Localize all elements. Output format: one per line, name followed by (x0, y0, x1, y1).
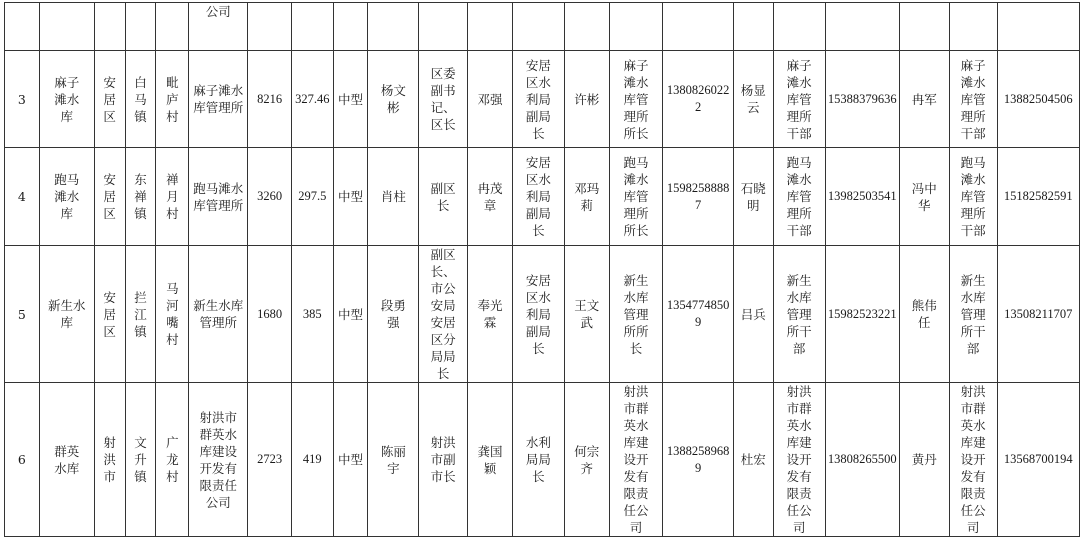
cell-tech-title (512, 51, 564, 148)
cell-reservoir-name (39, 148, 94, 246)
table-row-partial (5, 3, 1080, 51)
cell-text: 新生水库 (47, 298, 86, 330)
cell-text: 射洪市 (103, 435, 116, 484)
cell-empty (125, 3, 156, 51)
cell-text: 奉光霖 (477, 298, 503, 330)
cell-patrol-phone: 13808260222 (663, 51, 733, 148)
cell-district (94, 383, 125, 537)
cell-empty (39, 3, 94, 51)
cell-town (125, 148, 156, 246)
cell-owner-unit (189, 383, 248, 537)
cell-text: 麻子滩水库管理所所长 (623, 57, 649, 141)
cell-text: 马河嘴村 (166, 281, 179, 347)
cell-village (156, 148, 189, 246)
cell-text: 安居区 (103, 172, 116, 221)
cell-empty (94, 3, 125, 51)
cell-text: 副区长 (430, 180, 456, 213)
cell-empty (291, 3, 333, 51)
cell-admin-name (368, 148, 419, 246)
cell-patrol-title (609, 51, 663, 148)
cell-tech-name (468, 246, 513, 383)
cell-text: 麻子滩水库 (54, 74, 80, 124)
cell-empty (733, 3, 773, 51)
cell-patrol-name (564, 51, 609, 148)
cell-text: 冯中华 (911, 180, 937, 213)
cell-row-number: 4 (5, 148, 40, 246)
cell-manager-phone: 13808265500 (825, 383, 899, 537)
cell-manager-name (733, 148, 773, 246)
cell-text: 许彬 (574, 91, 600, 107)
cell-patrol-title (609, 383, 663, 537)
cell-town (125, 383, 156, 537)
cell-text: 射洪市副市长 (430, 435, 456, 484)
cell-text: 射洪市群英水库建设开发有限责任公司 (623, 384, 649, 535)
cell-text: 跑马滩水库 (54, 172, 80, 221)
cell-text: 何宗齐 (574, 443, 600, 476)
cell-text: 麻子滩水库管理所 (193, 83, 244, 115)
cell-manager-name (733, 246, 773, 383)
cell-empty (419, 3, 468, 51)
cell-empty (949, 3, 997, 51)
cell-duty-name (899, 246, 949, 383)
cell-manager-title (773, 148, 825, 246)
cell-admin-name (368, 383, 419, 537)
cell-duty-name (899, 148, 949, 246)
cell-manager-title (773, 383, 825, 537)
cell-duty-phone: 13508211707 (997, 246, 1079, 383)
cell-text: 安居区水利局副局长 (525, 272, 551, 356)
cell-total-capacity: 327.46 (291, 51, 333, 148)
cell-text: 区委副书记、区长 (430, 66, 456, 132)
cell-duty-title (949, 51, 997, 148)
cell-text: 麻子滩水库管理所干部 (786, 57, 812, 141)
cell-duty-phone: 13568700194 (997, 383, 1079, 537)
cell-text: 王文武 (574, 298, 600, 330)
table-row (5, 51, 1080, 148)
cell-tech-title (512, 383, 564, 537)
cell-text: 东禅镇 (134, 172, 147, 221)
cell-empty (468, 3, 513, 51)
cell-owner-unit (189, 148, 248, 246)
cell-empty (248, 3, 292, 51)
cell-row-number: 5 (5, 246, 40, 383)
cell-duty-phone: 15182582591 (997, 148, 1079, 246)
cell-text: 肖柱 (380, 189, 406, 204)
cell-duty-title (949, 383, 997, 537)
cell-manager-name (733, 51, 773, 148)
cell-empty (156, 3, 189, 51)
cell-patrol-phone: 13547748509 (663, 246, 733, 383)
cell-admin-name (368, 246, 419, 383)
cell-text: 黄丹 (911, 452, 937, 467)
cell-empty (5, 3, 40, 51)
cell-village (156, 51, 189, 148)
cell-manager-name (733, 383, 773, 537)
cell-text: 麻子滩水库管理所干部 (960, 57, 986, 141)
cell-reservoir-name (39, 246, 94, 383)
cell-scale: 中型 (333, 51, 368, 148)
cell-text: 安居区 (103, 289, 116, 339)
cell-scale: 中型 (333, 148, 368, 246)
cell-empty (368, 3, 419, 51)
cell-town (125, 51, 156, 148)
cell-text: 毗庐村 (166, 74, 179, 124)
cell-text: 文升镇 (134, 435, 147, 484)
cell-patrol-name (564, 148, 609, 246)
cell-text: 跑马滩水库管理所所长 (623, 155, 649, 238)
cell-text: 新生水库管理所干部 (960, 272, 986, 356)
cell-text: 杨显云 (740, 83, 766, 115)
cell-empty (773, 3, 825, 51)
table-row (5, 246, 1080, 383)
cell-text: 石晓明 (740, 180, 766, 213)
cell-tech-name (468, 51, 513, 148)
cell-reservoir-name (39, 383, 94, 537)
cell-catchment-area: 2723 (248, 383, 292, 537)
cell-text: 跑马滩水库管理所 (193, 180, 244, 213)
cell-owner-unit (189, 51, 248, 148)
cell-text: 公司 (205, 4, 231, 19)
cell-patrol-title (609, 246, 663, 383)
cell-duty-name (899, 383, 949, 537)
cell-text: 新生水库管理所干部 (786, 272, 812, 356)
cell-admin-title (419, 383, 468, 537)
cell-text: 广龙村 (166, 435, 179, 484)
cell-text: 杜宏 (740, 452, 766, 467)
cell-district (94, 246, 125, 383)
cell-text: 冉军 (911, 91, 937, 107)
cell-text: 冉茂章 (477, 180, 503, 213)
cell-admin-title (419, 148, 468, 246)
cell-text: 新生水库管理所所长 (623, 272, 649, 356)
reservoir-responsibility-table (4, 2, 1080, 537)
cell-text: 射洪市群英水库建设开发有限责任公司 (199, 409, 238, 510)
cell-text: 陈丽宇 (380, 443, 406, 476)
cell-empty (663, 3, 733, 51)
cell-total-capacity: 385 (291, 246, 333, 383)
cell-catchment-area: 1680 (248, 246, 292, 383)
cell-text: 邓玛莉 (574, 180, 600, 213)
cell-admin-title (419, 51, 468, 148)
cell-text: 安居区 (103, 74, 116, 124)
cell-text: 杨文彬 (380, 83, 406, 115)
cell-manager-phone: 15388379636 (825, 51, 899, 148)
cell-duty-phone: 13882504506 (997, 51, 1079, 148)
cell-text: 射洪市群英水库建设开发有限责任公司 (960, 384, 986, 535)
cell-text: 新生水库管理所 (193, 298, 244, 330)
cell-duty-title (949, 148, 997, 246)
table-row (5, 383, 1080, 537)
cell-tech-name (468, 383, 513, 537)
cell-row-number: 3 (5, 51, 40, 148)
cell-patrol-name (564, 246, 609, 383)
cell-text: 段勇强 (380, 298, 406, 330)
cell-text: 安居区水利局副局长 (525, 57, 551, 141)
cell-text: 射洪市群英水库建设开发有限责任公司 (786, 384, 812, 535)
cell-empty (564, 3, 609, 51)
cell-patrol-name (564, 383, 609, 537)
table-row (5, 148, 1080, 246)
cell-reservoir-name (39, 51, 94, 148)
cell-text: 熊伟任 (911, 298, 937, 330)
cell-empty (997, 3, 1079, 51)
cell-text: 水利局局长 (525, 435, 551, 484)
cell-patrol-phone: 13882589689 (663, 383, 733, 537)
cell-total-capacity: 297.5 (291, 148, 333, 246)
cell-duty-title (949, 246, 997, 383)
cell-tech-name (468, 148, 513, 246)
cell-text: 拦江镇 (134, 289, 147, 339)
cell-tech-title (512, 246, 564, 383)
cell-tech-title (512, 148, 564, 246)
cell-text: 禅月村 (166, 172, 179, 221)
cell-village (156, 383, 189, 537)
cell-patrol-phone: 15982588887 (663, 148, 733, 246)
cell-empty (512, 3, 564, 51)
cell-text: 安居区水利局副局长 (525, 155, 551, 238)
cell-town (125, 246, 156, 383)
cell-empty (333, 3, 368, 51)
cell-village (156, 246, 189, 383)
cell-manager-title (773, 51, 825, 148)
cell-text: 跑马滩水库管理所干部 (786, 155, 812, 238)
cell-manager-phone: 13982503541 (825, 148, 899, 246)
cell-text: 邓强 (477, 91, 503, 107)
cell-text: 群英水库 (54, 443, 80, 476)
cell-row-number: 6 (5, 383, 40, 537)
cell-duty-name (899, 51, 949, 148)
cell-manager-phone: 15982523221 (825, 246, 899, 383)
cell-empty (609, 3, 663, 51)
cell-admin-name (368, 51, 419, 148)
cell-catchment-area: 3260 (248, 148, 292, 246)
cell-admin-title (419, 246, 468, 383)
cell-text: 副区长、市公安局安居区分局局长 (430, 247, 456, 381)
cell-scale: 中型 (333, 383, 368, 537)
cell-empty (825, 3, 899, 51)
cell-text: 跑马滩水库管理所干部 (960, 155, 986, 238)
cell-text: 白马镇 (134, 74, 147, 124)
cell-manager-title (773, 246, 825, 383)
cell-text: 吕兵 (740, 306, 766, 322)
cell-owner-unit (189, 246, 248, 383)
cell-patrol-title (609, 148, 663, 246)
cell-text: 龚国颖 (477, 443, 503, 476)
cell-scale: 中型 (333, 246, 368, 383)
cell-empty (899, 3, 949, 51)
cell-catchment-area: 8216 (248, 51, 292, 148)
cell-district (94, 148, 125, 246)
cell-district (94, 51, 125, 148)
cell-total-capacity: 419 (291, 383, 333, 537)
cell-owner-unit (189, 3, 248, 51)
